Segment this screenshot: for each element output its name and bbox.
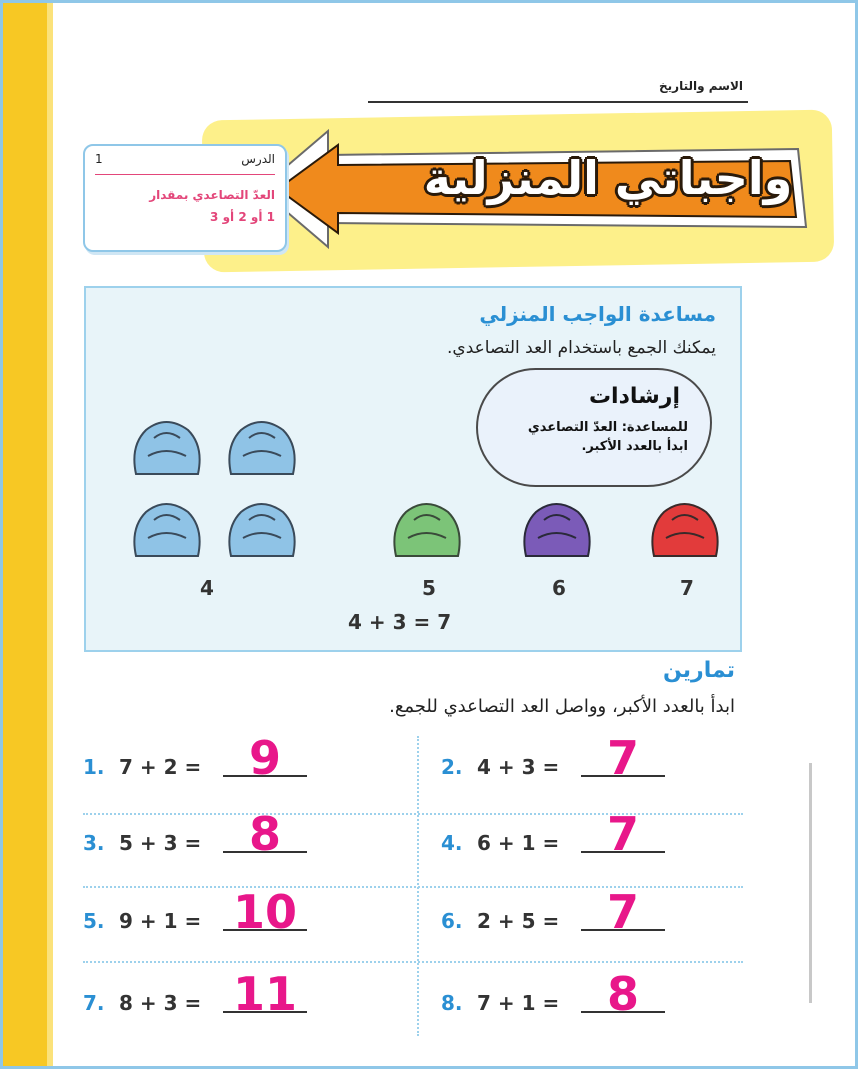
problem-3 xyxy=(83,809,403,859)
problem-expression: 8 + 3 = xyxy=(119,991,202,1015)
tip-cloud-text xyxy=(528,418,688,456)
answer-value: 8 xyxy=(248,807,281,861)
exercises-title: تمارين xyxy=(663,658,735,683)
name-date-label: الاسم والتاريخ xyxy=(659,79,743,93)
lesson-description xyxy=(95,184,275,228)
answer-value: 8 xyxy=(606,967,639,1021)
problem-number: 4. xyxy=(441,831,463,855)
lesson-description-line1: العدّ التصاعدي بمقدار xyxy=(149,188,275,202)
problem-number: 5. xyxy=(83,909,105,933)
problem-expression: 4 + 3 = xyxy=(477,755,560,779)
answer-value: 7 xyxy=(606,885,639,939)
tip-cloud-title: إرشادات xyxy=(588,384,680,409)
green-backpack-icon xyxy=(386,498,468,562)
problem-expression: 2 + 5 = xyxy=(477,909,560,933)
left-stripe-highlight xyxy=(47,3,53,1069)
problem-6 xyxy=(441,887,761,937)
answer-value: 10 xyxy=(232,885,297,939)
lesson-header xyxy=(95,152,275,175)
left-yellow-stripe xyxy=(3,3,47,1069)
column-divider xyxy=(417,736,419,1036)
answer-value: 7 xyxy=(606,807,639,861)
problem-expression: 5 + 3 = xyxy=(119,831,202,855)
lesson-number: 1 xyxy=(95,152,103,166)
exercises-instruction: ابدأ بالعدد الأكبر، وواصل العد التصاعدي للجمع. xyxy=(389,696,735,717)
blue-backpack-icon xyxy=(126,498,208,562)
problem-5 xyxy=(83,887,403,937)
red-backpack-icon xyxy=(644,498,726,562)
homework-help-box xyxy=(84,286,742,652)
copyright-side-text xyxy=(803,763,819,1003)
blue-backpack-icon xyxy=(126,416,208,480)
tip-cloud-line1: للمساعدة: العدّ التصاعدي xyxy=(527,420,688,435)
help-equation: 4 + 3 = 7 xyxy=(348,610,452,634)
problem-expression: 7 + 2 = xyxy=(119,755,202,779)
lesson-description-line2: 1 أو 2 أو 3 xyxy=(210,210,275,224)
tip-cloud xyxy=(476,368,712,487)
tip-cloud-line2: ابدأ بالعدد الأكبر. xyxy=(581,439,688,454)
row-divider xyxy=(83,961,743,963)
problem-7 xyxy=(83,969,403,1019)
name-date-line[interactable] xyxy=(368,101,748,103)
lesson-label: الدرس xyxy=(241,152,275,166)
purple-backpack-icon xyxy=(516,498,598,562)
problem-number: 1. xyxy=(83,755,105,779)
problem-number: 6. xyxy=(441,909,463,933)
problem-expression: 9 + 1 = xyxy=(119,909,202,933)
count-label-6: 6 xyxy=(552,576,566,600)
problem-number: 3. xyxy=(83,831,105,855)
help-text: يمكنك الجمع باستخدام العد التصاعدي. xyxy=(447,338,716,358)
lesson-box xyxy=(83,144,287,252)
problem-expression: 6 + 1 = xyxy=(477,831,560,855)
problem-2 xyxy=(441,733,761,783)
help-title: مساعدة الواجب المنزلي xyxy=(479,302,716,326)
problem-4 xyxy=(441,809,761,859)
problem-expression: 7 + 1 = xyxy=(477,991,560,1015)
blue-backpack-icon xyxy=(221,416,303,480)
problem-8 xyxy=(441,969,761,1019)
count-label-4: 4 xyxy=(200,576,214,600)
problem-number: 7. xyxy=(83,991,105,1015)
count-label-5: 5 xyxy=(422,576,436,600)
answer-value: 7 xyxy=(606,731,639,785)
problem-number: 8. xyxy=(441,991,463,1015)
blue-backpack-icon xyxy=(221,498,303,562)
answer-value: 11 xyxy=(232,967,297,1021)
page-title: واجباتي المنزلية xyxy=(423,151,793,205)
problem-number: 2. xyxy=(441,755,463,779)
count-label-7: 7 xyxy=(680,576,694,600)
problem-1 xyxy=(83,733,403,783)
answer-value: 9 xyxy=(248,731,281,785)
